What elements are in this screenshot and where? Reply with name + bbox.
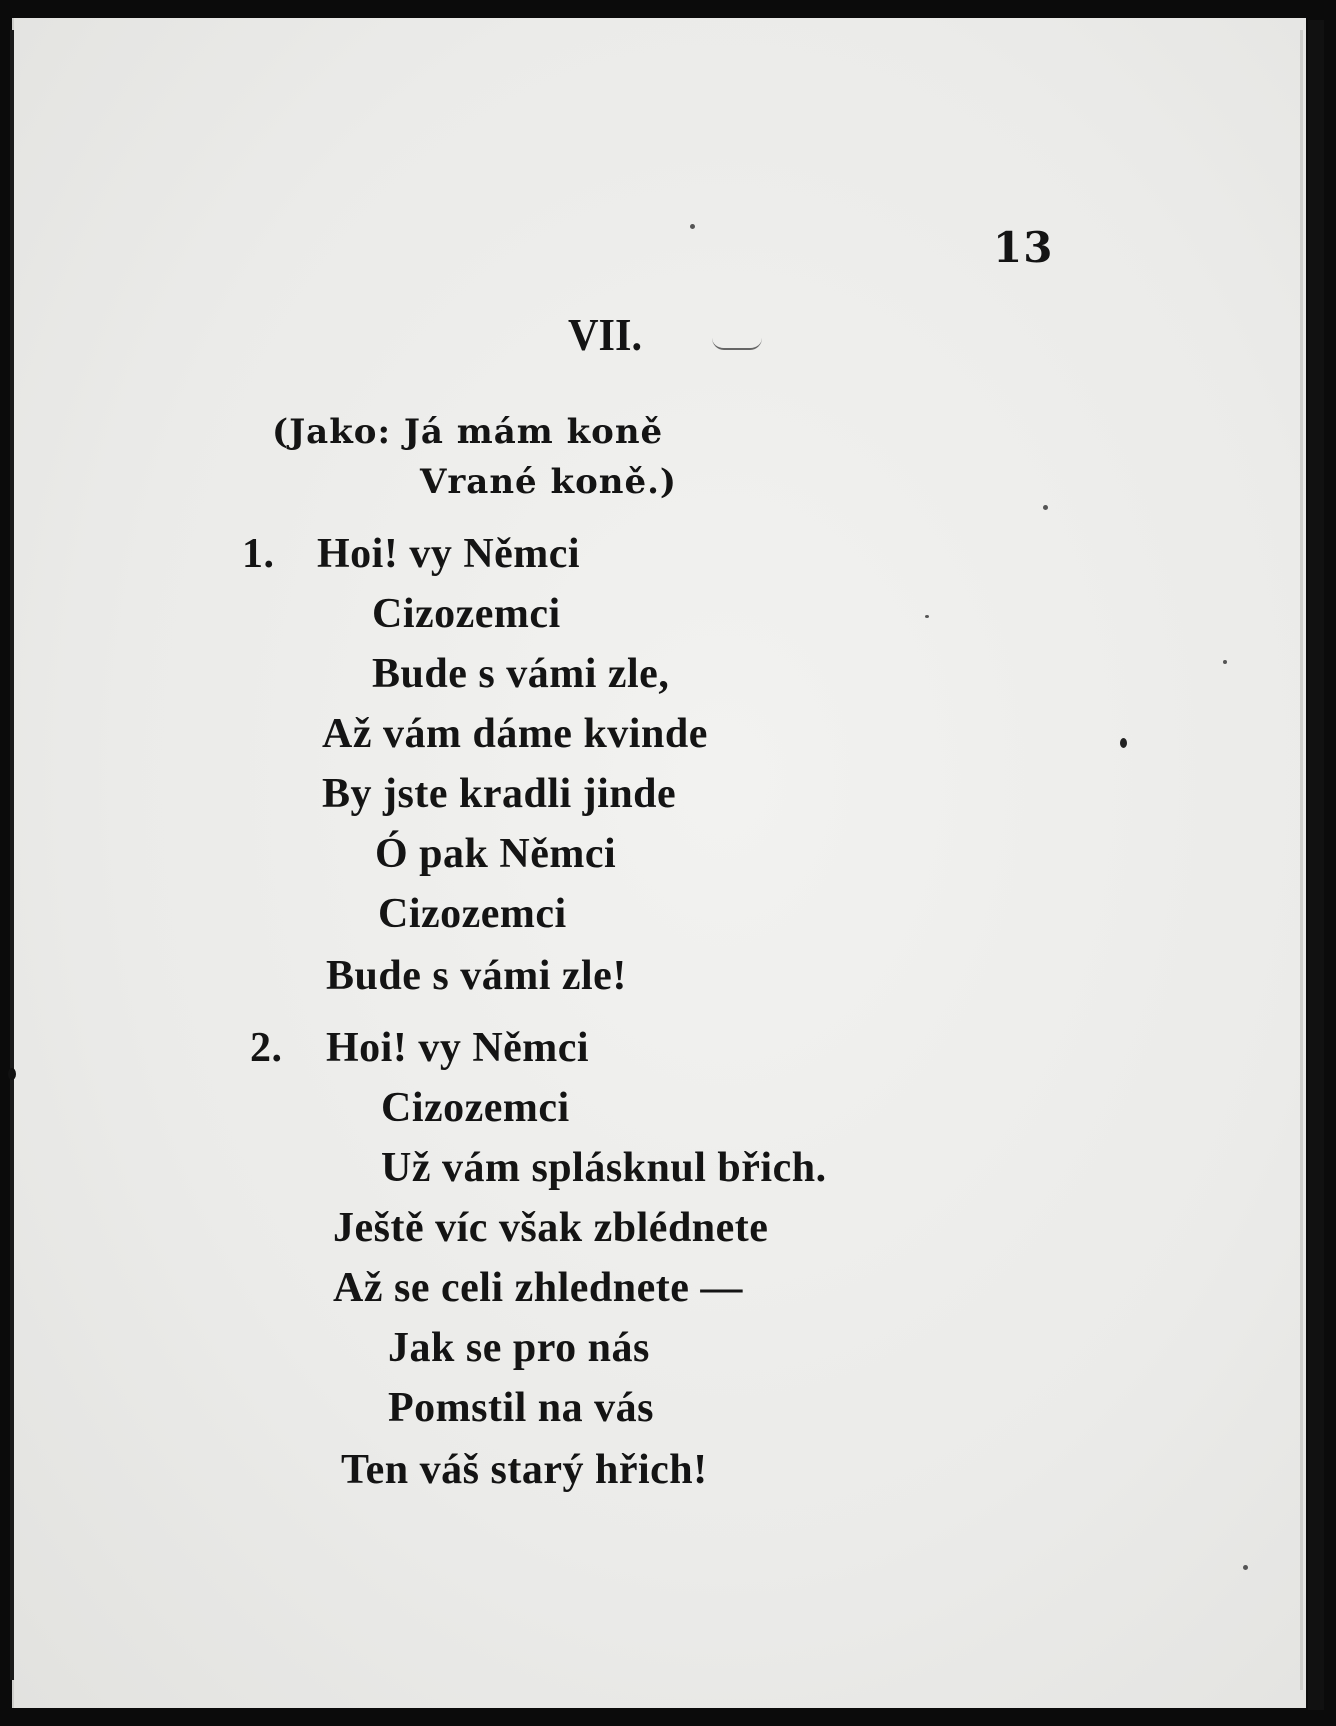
page-left-edge: [10, 30, 14, 1680]
scan-speck: [1120, 738, 1127, 748]
verse-number: 1.: [242, 531, 275, 577]
page-right-shadow: [1300, 30, 1303, 1690]
verse-line: Cizozemci: [381, 1085, 570, 1131]
verse-line: Bude s vámi zle,: [372, 651, 670, 697]
verse-line: Až se celi zhlednete —: [333, 1265, 743, 1311]
pencil-mark: [712, 338, 762, 350]
page-right-edge: [1308, 20, 1324, 1710]
verse-line: Ó pak Němci: [375, 831, 617, 877]
verse-line: Ještě víc však zblédnete: [333, 1205, 769, 1251]
verse-line: Až vám dáme kvinde: [322, 711, 708, 757]
verse-line: Cizozemci: [372, 591, 561, 637]
scan-speck: [8, 1068, 16, 1080]
section-title: VII.: [568, 309, 643, 360]
scan-speck: [1223, 660, 1227, 664]
verse-line: Cizozemci: [378, 891, 567, 937]
scan-speck: [1243, 1565, 1248, 1570]
scan-speck: [925, 615, 929, 618]
verse-line: Pomstil na vás: [388, 1385, 655, 1431]
verse-line: Hoi! vy Němci: [317, 531, 581, 577]
verse-line: Ten váš starý hřich!: [341, 1447, 708, 1493]
verse-line: Už vám splásknul břich.: [381, 1145, 827, 1191]
verse-line: Hoi! vy Němci: [326, 1025, 590, 1071]
scan-speck: [1043, 505, 1048, 510]
tune-line-2: Vrané koně.): [420, 462, 678, 502]
verse-line: Bude s vámi zle!: [326, 953, 627, 999]
verse-line: Jak se pro nás: [388, 1325, 650, 1371]
verse-line: By jste kradli jinde: [322, 771, 677, 817]
page-number: 13: [993, 223, 1054, 272]
verse-number: 2.: [250, 1025, 283, 1071]
scan-speck: [690, 224, 695, 229]
tune-line-1: (Jako: Já mám koně: [272, 412, 664, 452]
